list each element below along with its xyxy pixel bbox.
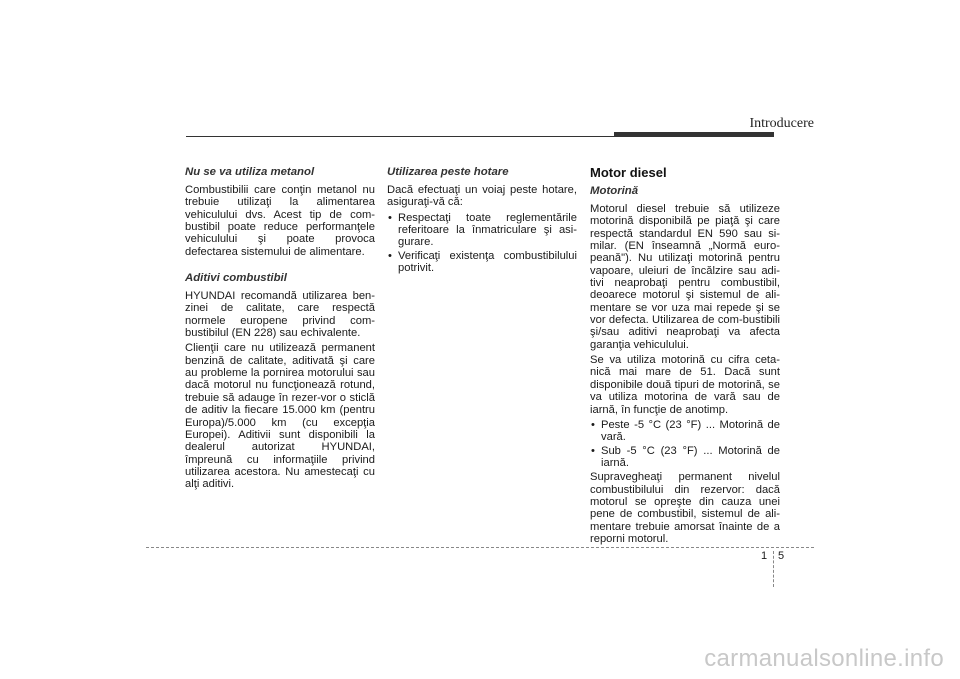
column-left (185, 166, 375, 494)
paragraph-fuel-level: Supravegheaţi permanent nivelul combustibilului din rezervor: dacă motorul se opreşte din cauza unei pene de combustibil, sistemul de ali-mentare trebuie amorsat înainte de a reporni motorul. (590, 471, 780, 545)
section-title: Introducere (749, 116, 814, 131)
heading-diesel-engine: Motor diesel (590, 165, 667, 180)
subheading-abroad: Utilizarea peste hotare (387, 166, 509, 178)
header-rule-accent (614, 132, 774, 137)
bullet-icon: • (591, 418, 595, 431)
paragraph-fuel-recommendation: HYUNDAI recomandă utilizarea ben-zinei de calitate, care respectă normele europene privind com-bustibilul (EN 228) sau echivalente. (185, 290, 375, 340)
paragraph-diesel-standard: Motorul diesel trebuie să utilizeze motorină disponibilă pe piaţă şi care respectă standardul EN 590 sau si-milar. (EN înseamnă „Normă euro-peană"). Nu utilizaţi motorină pentru vapoare, uleiuri de încălzire sau adi-tivi neaprobaţi pentru combustibil, deoarece motorul şi sistemul de ali-mentare se vor uza mai repede şi se vor defecta. Utilizarea de com-bustibili şi/sau aditivi neaprobaţi va afecta garanţia vehiculului. (590, 203, 780, 351)
chapter-number: 1 (761, 550, 768, 562)
subheading-methanol: Nu se va utiliza metanol (185, 166, 315, 178)
subheading-fuel-additives: Aditivi combustibil (185, 272, 287, 285)
page-number-separator (773, 551, 774, 587)
abroad-checklist (387, 212, 577, 275)
paragraph-additive-usage: Clienţii care nu utilizează permanent benzină de calitate, aditivată şi care au probleme la pornirea motorului sau dacă motorul nu funcţionează rotund, trebuie să adauge în rezer-vor o sticlă de aditiv la fiecare 15.000 km (pentru Europa)/5.000 km (cu excepţia Europei). Aditivii sunt disponibili la dealerul autorizat HYUNDAI, împreună cu informaţiile privind utilizarea acestora. Nu amestecaţi cu alţi aditivi. (185, 342, 375, 491)
page-number: 5 (778, 550, 785, 562)
list-item: • Sub -5 °C (23 °F) ... Motorină de iarnă. (591, 444, 780, 469)
bullet-icon: • (591, 444, 595, 457)
header-rule (186, 136, 614, 137)
subheading-diesel-fuel: Motorină (590, 185, 639, 197)
paragraph-methanol: Combustibilii care conţin metanol nu trebuie utilizaţi la alimentarea vehiculului dvs. Acest tip de com-bustibil poate reduce performanţele vehiculului şi poate provoca defectarea sistemului de alimentare. (185, 184, 375, 258)
column-right (590, 166, 780, 548)
watermark: carmanualsonline.info (704, 645, 944, 672)
footer-rule (146, 547, 814, 548)
paragraph-cetane: Se va utiliza motorină cu cifra ceta-nică mai mare de 51. Dacă sunt disponibile două tipuri de motorină, se va utiliza motorina de vară sau de iarnă, în funcţie de anotimp. (590, 354, 780, 416)
bullet-icon: • (388, 249, 392, 262)
diesel-season-list (590, 419, 780, 469)
paragraph-abroad-intro: Dacă efectuaţi un voiaj peste hotare, asiguraţi-vă că: (387, 184, 577, 209)
column-middle (387, 166, 577, 276)
list-item: • Verificaţi existenţa combustibilului potrivit. (388, 249, 577, 275)
list-item: • Peste -5 °C (23 °F) ... Motorină de vară. (591, 418, 780, 444)
bullet-icon: • (388, 211, 392, 224)
list-item: • Respectaţi toate reglementările referitoare la înmatriculare şi asi-gurare. (388, 211, 577, 249)
